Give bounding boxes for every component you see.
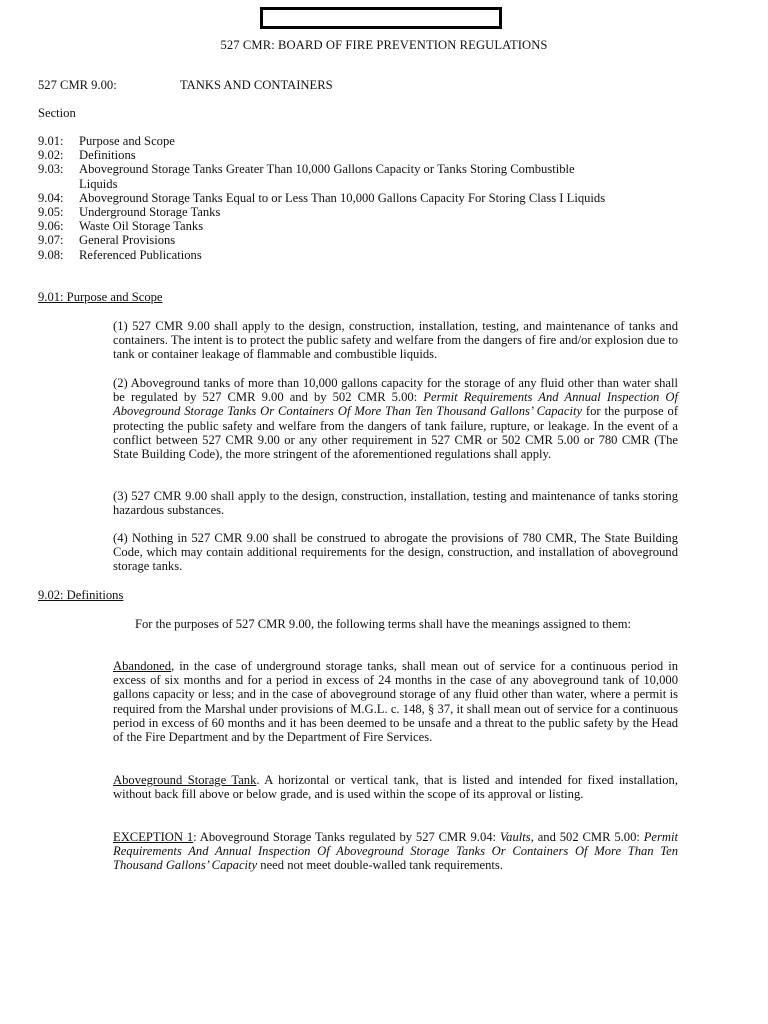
toc-number: 9.07:	[38, 233, 64, 248]
text-span: for the purpose of protecting the public safety and welfare from the dangers of tank failure, rupture, or leakage. In the event of a conflict between 527 CMR 9.00 or any other requirement in 527 CMR or 502 CMR 5.00 or 780 CMR (The State Building Code), the more stringent of the aforementioned regulations shall apply.	[113, 404, 679, 462]
toc-number: 9.01:	[38, 134, 64, 148]
toc-item	[38, 191, 678, 205]
paragraph-text	[113, 376, 678, 461]
table-of-contents	[38, 134, 678, 262]
chapter-title	[38, 78, 638, 92]
toc-number: 9.02:	[38, 148, 64, 163]
section-heading-purpose: 9.01: Purpose and Scope	[38, 290, 163, 304]
text-span: (2) Aboveground tanks of more than 10,000 gallons capacity for the storage of any fluid other than water shall be regulated by 527 CMR 9.00 and by 502 CMR 5.00:	[113, 376, 678, 405]
toc-number: 9.08:	[38, 247, 64, 262]
definitions-intro	[113, 617, 678, 631]
toc-item	[38, 148, 678, 162]
toc-title: Referenced Publications	[79, 247, 202, 262]
paragraph-text	[113, 659, 678, 744]
paragraph-text: (3) 527 CMR 9.00 shall apply to the design, construction, installation, testing and maintenance of tanks storing hazardous substances.	[113, 489, 678, 518]
chapter-name: TANKS AND CONTAINERS	[180, 78, 333, 92]
toc-title: Underground Storage Tanks	[79, 205, 221, 220]
paragraph-1	[113, 319, 678, 362]
toc-title: Purpose and Scope	[79, 134, 175, 148]
defined-term: EXCEPTION 1	[113, 830, 194, 844]
redacted-box	[260, 7, 502, 29]
chapter-number: 527 CMR 9.00:	[38, 78, 117, 92]
toc-item	[38, 233, 678, 247]
paragraph-2	[113, 376, 678, 461]
text-span: , in the case of underground storage tanks, shall mean out of service for a continuous period in excess of six months and for a period in excess of 24 months in the case of any aboveground tank of 10,000 gallons capacity or less; and in the case of aboveground storage of any fluid other than water, where a permit is required from the Marshal under provisions of M.G.L. c. 148, § 37, it shall mean out of service for a continuous period in excess of 60 months and it has been deemed to be unsafe and a threat to the public safety by the Head of the Fire Department and by the Department of Fire Services.	[113, 659, 678, 745]
toc-title: Definitions	[79, 148, 136, 163]
section-label: Section	[38, 106, 76, 120]
paragraph-text: For the purposes of 527 CMR 9.00, the following terms shall have the meanings assigned to them:	[135, 617, 631, 631]
toc-item	[38, 134, 678, 148]
cited-regulation: Permit Requirements And Annual Inspection Of Aboveground Storage Tanks Or Containers Of More Than Ten Thousand Gallons’ Capacity	[113, 390, 678, 419]
exception-1	[113, 830, 678, 873]
text-span: . A horizontal or vertical tank, that is listed and intended for fixed installation, without back fill above or below grade, and is used within the scope of its approval or listing.	[113, 773, 678, 802]
text-span: , and 502 CMR 5.00:	[530, 830, 644, 844]
text-span: need not meet double-walled tank requirements.	[257, 858, 503, 873]
toc-item	[38, 162, 678, 190]
toc-title: General Provisions	[79, 233, 176, 248]
paragraph-4	[113, 531, 678, 574]
paragraph-text	[113, 773, 678, 801]
paragraph-text: (4) Nothing in 527 CMR 9.00 shall be construed to abrogate the provisions of 780 CMR, The State Building Code, which may contain additional requirements for the design, construction, and installation of aboveground storage tanks.	[113, 531, 678, 574]
section-heading-definitions: 9.02: Definitions	[38, 588, 124, 602]
toc-item	[38, 205, 678, 219]
definition-abandoned	[113, 659, 678, 744]
defined-term: Aboveground Storage Tank	[113, 773, 257, 787]
toc-item	[38, 248, 678, 262]
toc-number: 9.05:	[38, 205, 64, 220]
toc-number: 9.06:	[38, 219, 64, 234]
cited-regulation: Vaults	[499, 830, 531, 844]
toc-title: Waste Oil Storage Tanks	[79, 219, 204, 234]
paragraph-3	[113, 489, 678, 517]
document-header: 527 CMR: BOARD OF FIRE PREVENTION REGULATIONS	[220, 38, 548, 52]
toc-number: 9.04:	[38, 190, 64, 205]
toc-title: Aboveground Storage Tanks Equal to or Less Than 10,000 Gallons Capacity For Storing Class I Liquids	[79, 190, 606, 205]
text-span: : Aboveground Storage Tanks regulated by 527 CMR 9.04:	[193, 830, 500, 844]
toc-item	[38, 219, 678, 233]
toc-title: Aboveground Storage Tanks Greater Than 10,000 Gallons Capacity or Tanks Storing Combustible Liquids	[79, 162, 575, 191]
paragraph-text	[113, 830, 678, 873]
toc-number: 9.03:	[38, 162, 64, 177]
definition-aboveground-storage-tank	[113, 773, 678, 801]
cited-regulation: Permit Requirements And Annual Inspection Of Aboveground Storage Tanks Or Containers Of More Than Ten Thousand Gallons’ Capacity	[113, 830, 679, 873]
defined-term: Abandoned	[113, 659, 172, 673]
paragraph-text: (1) 527 CMR 9.00 shall apply to the design, construction, installation, testing, and maintenance of tanks and containers. The intent is to protect the public safety and welfare from the dangers of fire and/or explosion due to tank or container leakage of flammable and combustible liquids.	[113, 319, 678, 362]
